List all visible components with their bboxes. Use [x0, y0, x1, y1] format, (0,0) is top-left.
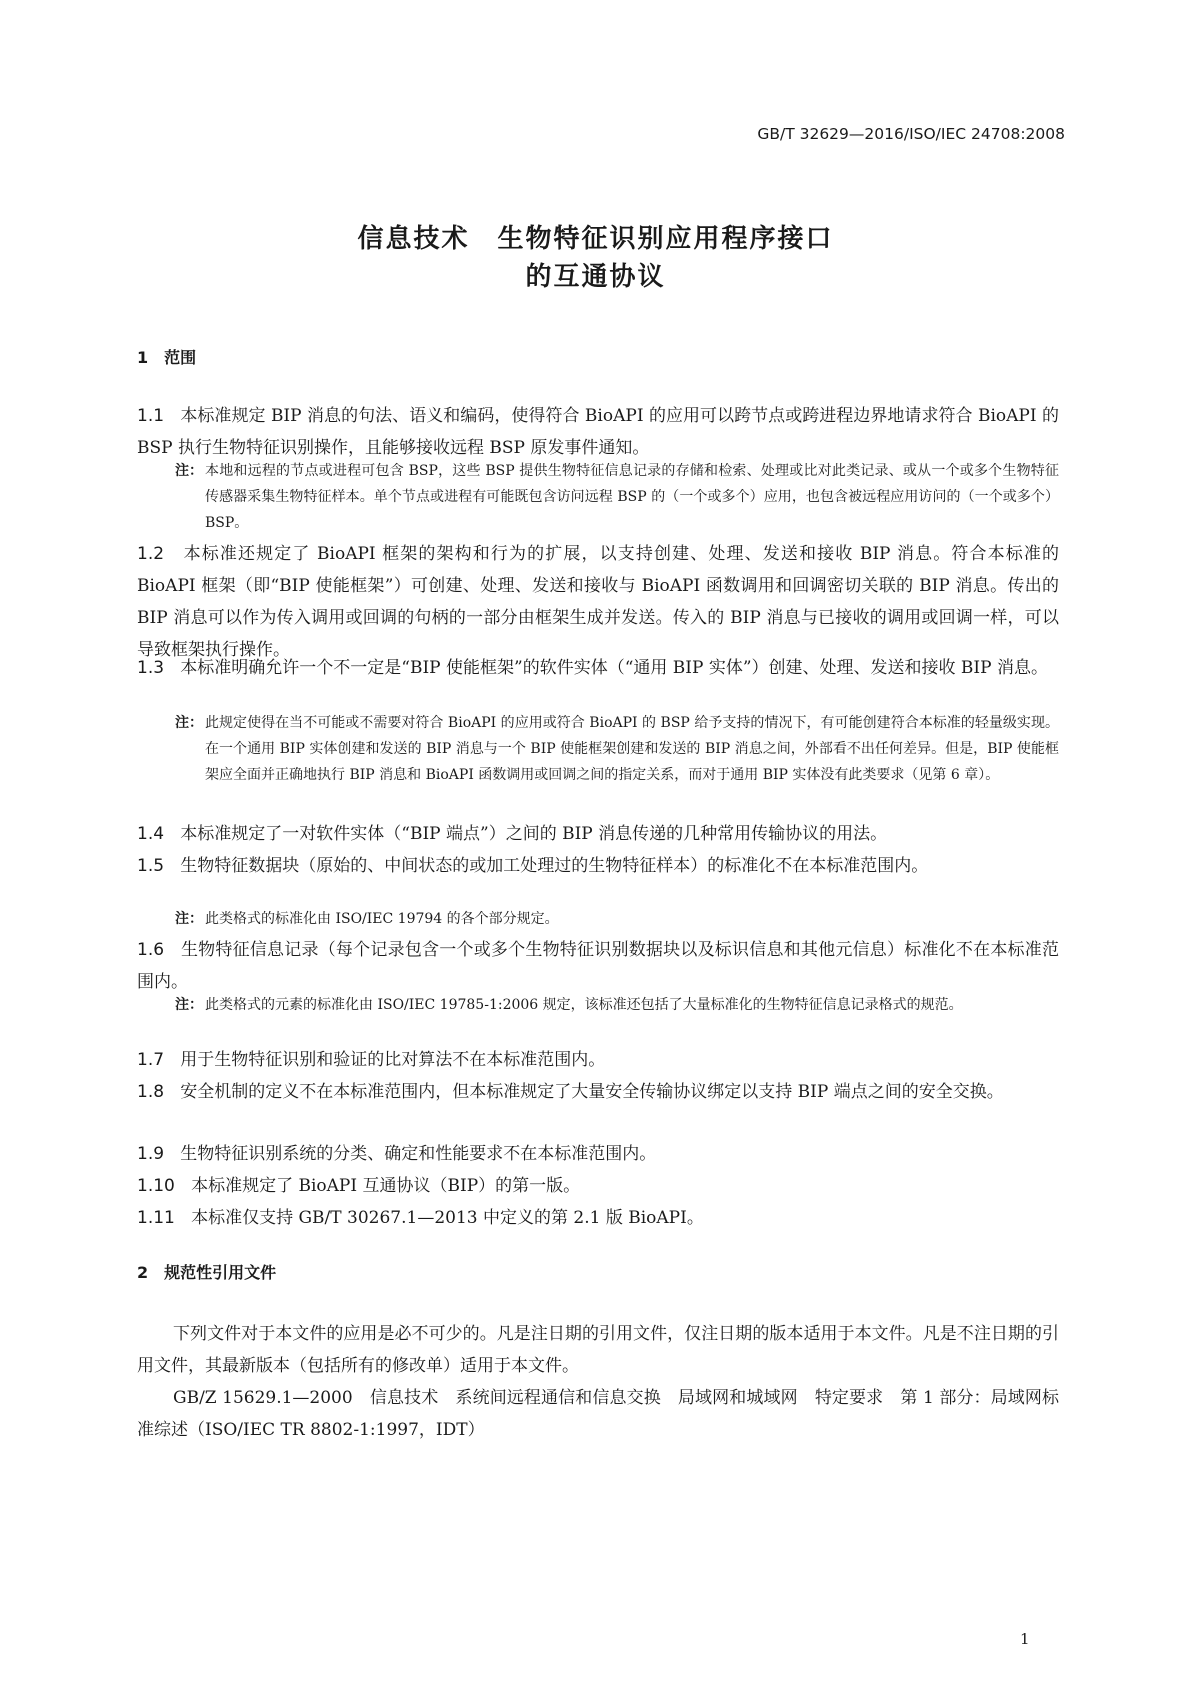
- clause-number: 1.11: [137, 1208, 175, 1228]
- section-2-heading: 2 规范性引用文件: [137, 1263, 277, 1282]
- clause-1-5: [137, 850, 1059, 882]
- clause-number: 1.3: [137, 658, 165, 678]
- clause-text: 生物特征数据块（原始的、中间状态的或加工处理过的生物特征样本）的标准化不在本标准范围内。: [180, 856, 929, 876]
- note-2: [175, 710, 1059, 788]
- clause-1-7: [137, 1044, 1059, 1076]
- clause-number: 1.8: [137, 1082, 165, 1102]
- note-label: 注：: [175, 715, 203, 731]
- clause-1-10: [137, 1170, 1059, 1202]
- title-line-1: 信息技术 生物特征识别应用程序接口: [357, 224, 834, 254]
- clause-1-4: [137, 818, 1059, 850]
- clause-text: 本标准规定了一对软件实体（“BIP 端点”）之间的 BIP 消息传递的几种常用传输协议的用法。: [180, 824, 888, 844]
- clause-number: 1.2: [137, 544, 165, 564]
- page-number: 1: [1020, 1630, 1030, 1648]
- clause-text: 本标准还规定了 BioAPI 框架的架构和行为的扩展，以支持创建、处理、发送和接收 BIP 消息。符合本标准的 BioAPI 框架（即“BIP 使能框架”）可创建、处理、发送和接收与 BioAPI 函数调用和回调密切关联的 BIP 消息。传出的 BIP 消息可以作为传入调用或回调的句柄的一部分由框架生成并发送。传入的 BIP 消息与已接收的调用或回调一样，可以导致框架执行操作。: [137, 544, 1060, 660]
- clause-1-6: [137, 934, 1059, 998]
- clause-number: 1.4: [137, 824, 165, 844]
- clause-number: 1.1: [137, 406, 165, 426]
- clause-text: 生物特征识别系统的分类、确定和性能要求不在本标准范围内。: [180, 1144, 657, 1164]
- normative-reference: GB/Z 15629.1—2000 信息技术 系统间远程通信和信息交换 局域网和城域网 特定要求 第 1 部分：局域网标准综述（ISO/IEC TR 8802-1:1997，IDT）: [137, 1388, 1059, 1440]
- clause-1-1: [137, 400, 1059, 464]
- clause-number: 1.10: [137, 1176, 175, 1196]
- note-text: 此类格式的元素的标准化由 ISO/IEC 19785-1:2006 规定，该标准还包括了大量标准化的生物特征信息记录格式的规范。: [205, 997, 963, 1013]
- note-label: 注：: [175, 997, 203, 1013]
- note-3: [175, 906, 1059, 932]
- clause-number: 1.7: [137, 1050, 165, 1070]
- clause-text: 安全机制的定义不在本标准范围内，但本标准规定了大量安全传输协议绑定以支持 BIP 端点之间的安全交换。: [180, 1082, 1004, 1102]
- clause-1-11: [137, 1202, 1059, 1234]
- note-label: 注：: [175, 463, 203, 479]
- note-1: [175, 458, 1059, 536]
- clause-text: 生物特征信息记录（每个记录包含一个或多个生物特征识别数据块以及标识信息和其他元信息）标准化不在本标准范围内。: [137, 940, 1060, 992]
- section-2-paragraph: 下列文件对于本文件的应用是必不可少的。凡是注日期的引用文件，仅注日期的版本适用于本文件。凡是不注日期的引用文件，其最新版本（包括所有的修改单）适用于本文件。: [137, 1324, 1059, 1376]
- clause-number: 1.9: [137, 1144, 165, 1164]
- note-label: 注：: [175, 911, 203, 927]
- note-text: 此类格式的标准化由 ISO/IEC 19794 的各个部分规定。: [205, 911, 559, 927]
- section-1-heading: 1 范围: [137, 348, 197, 367]
- note-text: 本地和远程的节点或进程可包含 BSP，这些 BSP 提供生物特征信息记录的存储和检索、处理或比对此类记录、或从一个或多个生物特征传感器采集生物特征样本。单个节点或进程有可能既包含访问远程 BSP 的（一个或多个）应用，也包含被远程应用访问的（一个或多个）BSP。: [205, 463, 1059, 531]
- note-text: 此规定使得在当不可能或不需要对符合 BioAPI 的应用或符合 BioAPI 的 BSP 给予支持的情况下，有可能创建符合本标准的轻量级实现。在一个通用 BIP 实体创建和发送的 BIP 消息与一个 BIP 使能框架创建和发送的 BIP 消息之间，外部看不出任何差异。但是，BIP 使能框架应全面并正确地执行 BIP 消息和 BioAPI 函数调用或回调之间的指定关系，而对于通用 BIP 实体没有此类要求（见第 6 章）。: [205, 715, 1059, 783]
- clause-1-9: [137, 1138, 1059, 1170]
- clause-1-2: [137, 538, 1059, 666]
- clause-number: 1.6: [137, 940, 165, 960]
- clause-text: 本标准规定 BIP 消息的句法、语义和编码，使得符合 BioAPI 的应用可以跨节点或跨进程边界地请求符合 BioAPI 的 BSP 执行生物特征识别操作，且能够接收远程 BSP 原发事件通知。: [137, 406, 1059, 458]
- clause-1-3: [137, 652, 1059, 684]
- note-4: [175, 992, 1059, 1018]
- clause-1-8: [137, 1076, 1059, 1108]
- clause-text: 本标准明确允许一个不一定是“BIP 使能框架”的软件实体（“通用 BIP 实体”）创建、处理、发送和接收 BIP 消息。: [180, 658, 1048, 678]
- title-line-2: 的互通协议: [525, 262, 666, 292]
- clause-text: 用于生物特征识别和验证的比对算法不在本标准范围内。: [180, 1050, 606, 1070]
- clause-text: 本标准仅支持 GB/T 30267.1—2013 中定义的第 2.1 版 BioAPI。: [191, 1208, 704, 1228]
- document-header: GB/T 32629—2016/ISO/IEC 24708:2008: [757, 125, 1065, 143]
- clause-number: 1.5: [137, 856, 165, 876]
- clause-text: 本标准规定了 BioAPI 互通协议（BIP）的第一版。: [191, 1176, 581, 1196]
